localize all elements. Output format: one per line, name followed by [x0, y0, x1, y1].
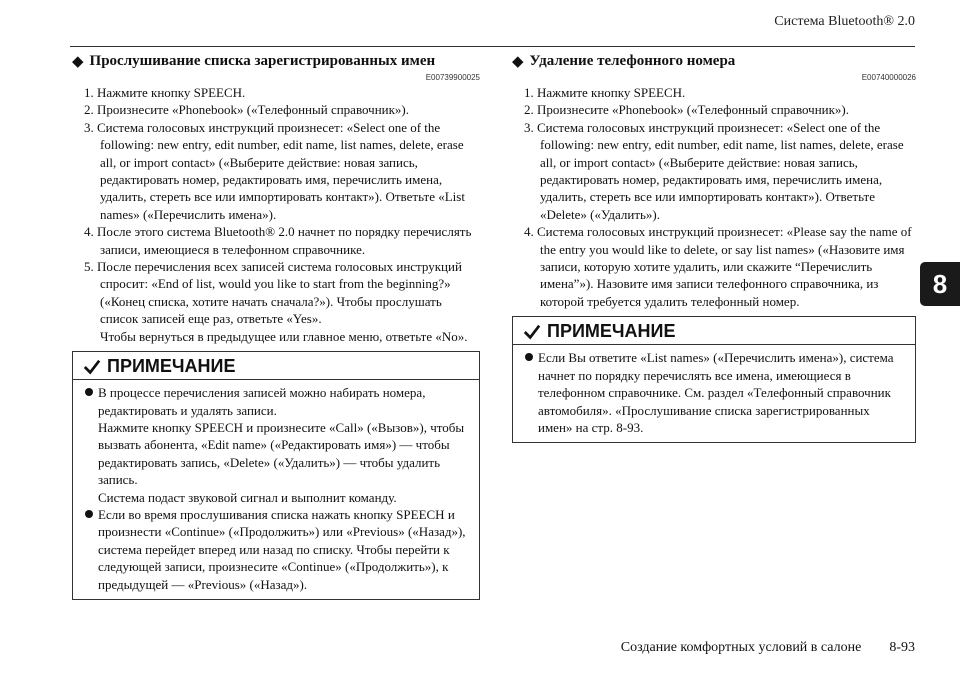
right-section-heading — [512, 52, 916, 71]
list-item-text: 5. После перечисления всех записей система голосовых инструкций спросит: «End of list, would you like to start from the beginning?» («Конец списка, хотите начать сначала?»). Чтобы прослушать список записей еще раз, ответьте «Yes». — [84, 259, 462, 327]
list-item: 1. Нажмите кнопку SPEECH. — [84, 85, 246, 100]
diamond-bullet-icon: ◆ — [512, 54, 524, 70]
note-heading-text: ПРИМЕЧАНИЕ — [107, 356, 236, 377]
list-item — [85, 384, 471, 506]
right-section-code: E00740000026 — [861, 73, 916, 82]
diamond-bullet-icon: ◆ — [72, 54, 84, 70]
right-column — [512, 52, 916, 443]
right-note-box — [512, 316, 916, 443]
list-item: 3. Система голосовых инструкций произнесет: «Select one of the following: new entry, edit number, edit name, list names, delete, erase all, or import contact» («Выберите действие: новая запись, редактировать номер, редактировать имя, перечислить имена, удалить, стереть все или импортировать контакт»). Ответьте «List names» («Перечислить имена»). — [84, 119, 465, 222]
bullet-dot-icon — [525, 353, 533, 361]
note-heading-text: ПРИМЕЧАНИЕ — [547, 321, 676, 342]
list-item: 4. Система голосовых инструкций произнесет: «Please say the name of the entry you would like to delete, or say list names» («Назовите имя записи, которую хотите удалить, или скажите “Перечислить имена”»). Назовите имя записи телефонного справочника, из которой требуется удалить телефонный номер. — [524, 224, 912, 309]
list-item: 3. Система голосовых инструкций произнесет: «Select one of the following: new entry, edit number, edit name, list names, delete, erase all, or import contact» («Выберите действие: новая запись, редактировать номер, редактировать имя, перечислить имена, удалить, стереть все или импортировать контакт»). Ответьте «Delete» («Удалить»). — [524, 119, 904, 222]
left-section-heading — [72, 52, 480, 71]
note-bullet-sub: Нажмите кнопку SPEECH и произнесите «Call» («Вызов»), чтобы вызвать абонента, «Edit name» («Редактировать имя») — чтобы редактировать запись, «Delete» («Удалить») — чтобы удалить запись. — [98, 419, 465, 488]
list-item: 4. После этого система Bluetooth® 2.0 начнет по порядку перечислять записи, имеющиеся в телефонном справочнике. — [84, 224, 472, 257]
left-column — [72, 52, 480, 600]
right-note-bullets — [513, 349, 915, 436]
note-heading — [513, 317, 915, 345]
note-bullet-text: Если во время прослушивания списка нажать кнопку SPEECH и произнести «Continue» («Продолжить») или «Previous» («Назад»), система перейдет вперед или назад по списку. Чтобы перейти к следующей записи, произнесите «Continue» («Продолжить»), к предыдущей — «Previous» («Назад»). — [98, 506, 466, 592]
left-steps-list — [72, 84, 480, 345]
list-item: 1. Нажмите кнопку SPEECH. — [524, 85, 686, 100]
page-footer — [621, 640, 915, 656]
note-bullet-text: Если Вы ответите «List names» («Перечислить имена»), система начнет по порядку перечислять все имена, имеющиеся в телефонном справочнике. См. раздел «Телефонный справочник автомобиля». «Прослушивание списка зарегистрированных имен» на стр. 8-93. — [538, 350, 894, 435]
list-item: 2. Произнесите «Phonebook» («Телефонный справочник»). — [84, 102, 410, 118]
list-item — [525, 349, 907, 436]
right-steps-list — [512, 84, 916, 310]
chapter-tab: 8 — [920, 262, 960, 306]
checkmark-icon — [83, 358, 101, 376]
note-heading — [73, 352, 479, 380]
list-item — [84, 258, 480, 345]
left-note-box — [72, 351, 480, 600]
note-bullet-text: В процессе перечисления записей можно набирать номера, редактировать и удалять записи. — [98, 385, 426, 418]
footer-section-title: Создание комфортных условий в салоне — [620, 640, 862, 655]
left-section-title: Прослушивание списка зарегистрированных имен — [89, 53, 436, 69]
list-item: 2. Произнесите «Phonebook» («Телефонный справочник»). — [524, 102, 850, 118]
note-bullet-sub: Система подаст звуковой сигнал и выполнит команду. — [98, 489, 397, 505]
list-item — [85, 506, 471, 593]
list-item-extra: Чтобы вернуться в предыдущее или главное меню, ответьте «No». — [100, 328, 468, 344]
bullet-dot-icon — [85, 388, 93, 396]
left-section-code: E00739900025 — [425, 73, 480, 82]
footer-page-number: 8-93 — [889, 640, 915, 655]
bullet-dot-icon — [85, 510, 93, 518]
page-header-title: Система Bluetooth® 2.0 — [774, 14, 915, 29]
header-rule — [70, 46, 915, 47]
checkmark-icon — [523, 323, 541, 341]
left-note-bullets — [73, 384, 479, 593]
right-section-title: Удаление телефонного номера — [529, 53, 736, 69]
